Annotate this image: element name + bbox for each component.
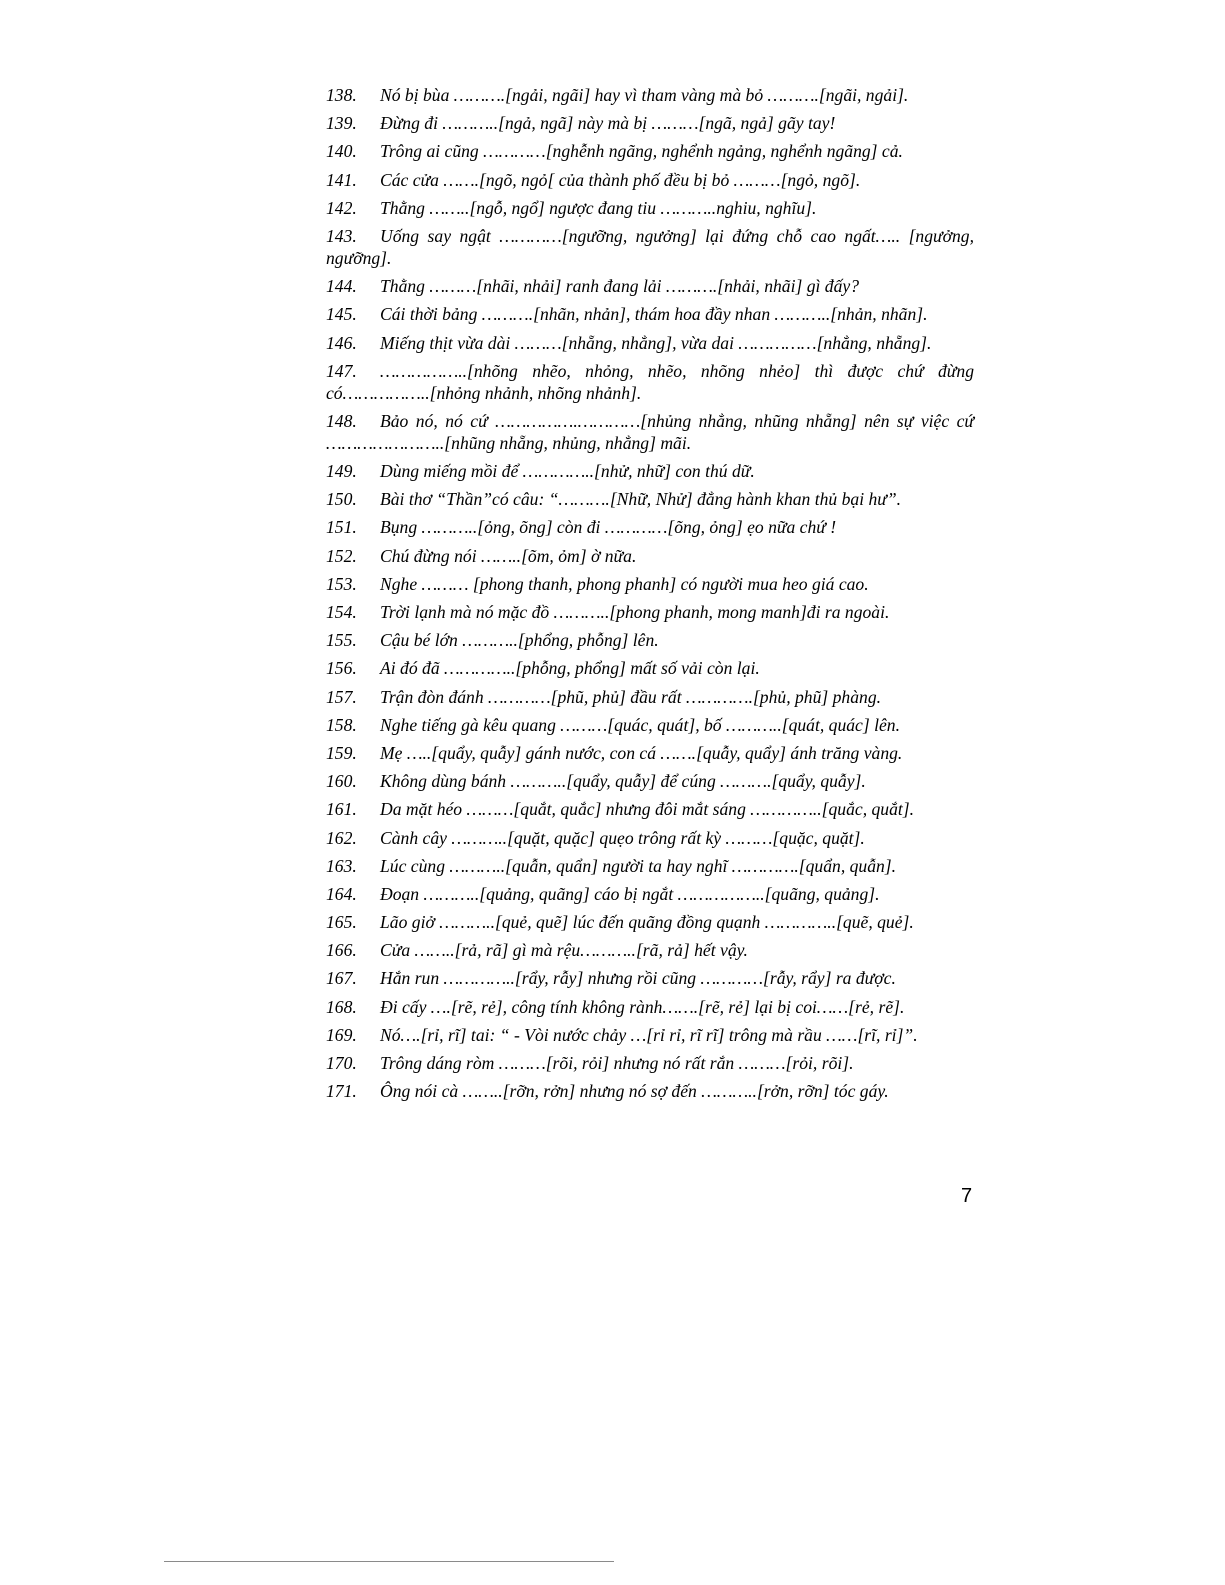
item-number: 154. xyxy=(326,602,357,622)
exercise-item xyxy=(326,714,974,736)
item-number: 166. xyxy=(326,940,357,961)
item-text: Không dùng bánh ………..[quẩy, quẫy] để cúng ……….[quẩy, quẫy]. xyxy=(380,771,866,792)
item-text: Nghe tiếng gà kêu quang ………[quác, quát], bố ………..[quát, quác] lên. xyxy=(380,714,900,735)
item-text: Nghe ……… [phong thanh, phong phanh] có người mua heo giá cao. xyxy=(380,573,869,594)
item-number: 158. xyxy=(326,714,357,735)
item-text: Ông nói cà ……..[rỡn, rởn] nhưng nó sợ đến ………..[rởn, rỡn] tóc gáy. xyxy=(380,1081,889,1102)
item-number: 168. xyxy=(326,996,357,1017)
item-text: Miếng thịt vừa dài ………[nhẵng, nhẳng], vừa dai ……………[nhẳng, nhẵng]. xyxy=(380,332,932,353)
item-number: 141. xyxy=(326,169,357,190)
exercise-item xyxy=(326,883,974,905)
exercise-item xyxy=(326,629,974,651)
item-number: 171. xyxy=(326,1081,357,1102)
exercise-item xyxy=(326,225,974,269)
exercise-item xyxy=(326,967,974,989)
item-text: Da mặt héo ………[quắt, quắc] nhưng đôi mắt sáng …………..[quắc, quắt]. xyxy=(380,799,915,820)
item-number: 159. xyxy=(326,742,357,763)
item-number: 147. xyxy=(326,360,357,381)
item-text: Cậu bé lớn ………..[phổng, phỗng] lên. xyxy=(380,630,659,651)
exercise-list xyxy=(326,84,974,1108)
exercise-item xyxy=(326,332,974,354)
exercise-item xyxy=(326,197,974,219)
item-text: Ai đó đã …………..[phỗng, phổng] mất số vải còn lại. xyxy=(380,658,760,679)
item-number: 148. xyxy=(326,410,357,431)
item-text: Đoạn ………..[quảng, quãng] cáo bị ngắt ……………..[quãng, quảng]. xyxy=(380,883,880,904)
item-text: Bài thơ “Thần”có câu: “……….[Nhữ, Nhử] đẳng hành khan thủ bại hư”. xyxy=(380,489,902,510)
item-number: 149. xyxy=(326,461,357,482)
item-text: Đừng đi ………..[ngả, ngã] này mà bị ………[ngã, ngả] gãy tay! xyxy=(380,113,836,134)
exercise-item xyxy=(326,770,974,792)
exercise-item xyxy=(326,360,974,404)
exercise-item xyxy=(326,1080,974,1102)
item-text: Thằng ………[nhãi, nhải] ranh đang lải ……….[nhải, nhãi] gì đấy? xyxy=(380,276,860,297)
page-number: 7 xyxy=(961,1185,973,1207)
exercise-item xyxy=(326,545,974,567)
exercise-item xyxy=(326,573,974,595)
item-number: 165. xyxy=(326,912,357,933)
item-number: 143. xyxy=(326,225,357,246)
exercise-item xyxy=(326,140,974,162)
item-number: 152. xyxy=(326,545,357,566)
item-text: Chú đừng nói ……..[õm, ỏm] ờ nữa. xyxy=(380,545,637,566)
item-number: 157. xyxy=(326,686,357,707)
item-number: 170. xyxy=(326,1053,357,1073)
item-number: 163. xyxy=(326,855,357,876)
item-text: Trông dáng ròm ………[rõi, rỏi] nhưng nó rất rắn ………[rỏi, rõi]. xyxy=(380,1053,854,1073)
item-text: Đi cấy ….[rẽ, rẻ], công tính không rành…….[rẽ, rẻ] lại bị coi……[rẻ, rẽ]. xyxy=(380,996,905,1017)
item-text: Trông ai cũng …………[nghễnh ngãng, nghểnh ngảng, nghểnh ngãng] cả. xyxy=(380,141,903,162)
item-number: 164. xyxy=(326,883,357,904)
item-number: 138. xyxy=(326,85,357,105)
exercise-item xyxy=(326,657,974,679)
item-number: 142. xyxy=(326,197,357,218)
item-number: 144. xyxy=(326,276,357,297)
item-text: Cành cây ………..[quặt, quặc] quẹo trông rất kỳ ………[quặc, quặt]. xyxy=(380,827,865,848)
item-number: 160. xyxy=(326,771,357,792)
item-text: Cửa ……..[rả, rã] gì mà rệu………..[rã, rả] hết vậy. xyxy=(380,940,748,961)
item-text: Nó….[rỉ, rĩ] tai: “ - Vòi nước chảy …[rỉ rỉ, rĩ rĩ] trông mà rầu ……[rĩ, rỉ]”. xyxy=(380,1024,918,1045)
item-number: 155. xyxy=(326,630,357,651)
exercise-item xyxy=(326,911,974,933)
item-text: Hắn run …………..[rẩy, rẫy] nhưng rồi cũng …………[rẫy, rẩy] ra được. xyxy=(380,968,896,989)
item-text: Nó bị bùa ……….[ngải, ngãi] hay vì tham vàng mà bỏ ……….[ngãi, ngải]. xyxy=(380,85,909,105)
item-number: 169. xyxy=(326,1024,357,1045)
exercise-item xyxy=(326,112,974,134)
item-number: 151. xyxy=(326,517,357,538)
item-text: Các cửa …….[ngõ, ngỏ[ của thành phố đều bị bỏ ………[ngỏ, ngõ]. xyxy=(380,169,861,190)
exercise-item xyxy=(326,460,974,482)
item-number: 139. xyxy=(326,113,357,134)
exercise-item xyxy=(326,275,974,297)
exercise-item xyxy=(326,1024,974,1046)
item-text: Bảo nó, nó cứ …………….…………[nhủng nhẳng, nhũng nhẵng] nên sự việc cứ …………………..[nhũng nhẵng, nhủng, nhẳng] mãi. xyxy=(326,410,974,453)
item-text: Lão giở ………..[quẻ, quẽ] lúc đến quãng đồng quạnh …………..[quẽ, quẻ]. xyxy=(380,912,914,933)
item-number: 150. xyxy=(326,489,357,510)
exercise-item xyxy=(326,939,974,961)
exercise-item xyxy=(326,742,974,764)
item-text: Lúc cùng ………..[quẫn, quẩn] người ta hay nghĩ ………….[quẩn, quẫn]. xyxy=(380,855,897,876)
item-text: Mẹ …..[quẩy, quẫy] gánh nước, con cá …….[quẫy, quẩy] ánh trăng vàng. xyxy=(380,742,903,763)
exercise-item xyxy=(326,798,974,820)
exercise-item xyxy=(326,996,974,1018)
exercise-item xyxy=(326,303,974,325)
item-number: 156. xyxy=(326,658,357,679)
item-number: 145. xyxy=(326,304,357,325)
exercise-item xyxy=(326,855,974,877)
item-text: Trận đòn đánh …………[phũ, phủ] đầu rất ………….[phủ, phũ] phàng. xyxy=(380,686,882,707)
item-text: Uống say ngật …………[ngưỡng, ngưởng] lại đứng chỗ cao ngất….. [ngưởng, ngưỡng]. xyxy=(326,225,974,268)
item-text: Cái thời bảng ……….[nhãn, nhản], thám hoa đầy nhan ………..[nhản, nhãn]. xyxy=(380,304,928,325)
item-number: 153. xyxy=(326,573,357,594)
item-text: Thằng ……..[ngỗ, ngổ] ngược đang tiu ………..nghiu, nghĩu]. xyxy=(380,197,817,218)
footnote-separator xyxy=(164,1561,614,1562)
exercise-item xyxy=(326,516,974,538)
item-number: 140. xyxy=(326,141,357,162)
item-number: 161. xyxy=(326,799,357,820)
exercise-item xyxy=(326,601,974,623)
exercise-item xyxy=(326,686,974,708)
item-text: ……………..[nhõng nhẽo, nhỏng, nhẽo, nhõng nhẻo] thì được chứ đừng có……………..[nhỏng nhảnh, nhõng nhảnh]. xyxy=(326,360,974,403)
exercise-item xyxy=(326,1052,974,1074)
exercise-item xyxy=(326,410,974,454)
item-text: Bụng ………..[ỏng, õng] còn đi …………[õng, ỏng] ẹo nữa chứ ! xyxy=(380,517,837,538)
exercise-item xyxy=(326,488,974,510)
item-number: 167. xyxy=(326,968,357,989)
exercise-item xyxy=(326,169,974,191)
item-number: 162. xyxy=(326,827,357,848)
exercise-item xyxy=(326,827,974,849)
exercise-item xyxy=(326,84,974,106)
item-number: 146. xyxy=(326,332,357,353)
item-text: Dùng miếng mồi để …………..[nhử, nhữ] con thú dữ. xyxy=(380,461,755,482)
item-text: Trời lạnh mà nó mặc đồ ………..[phong phanh, mong manh]đi ra ngoài. xyxy=(380,602,890,622)
